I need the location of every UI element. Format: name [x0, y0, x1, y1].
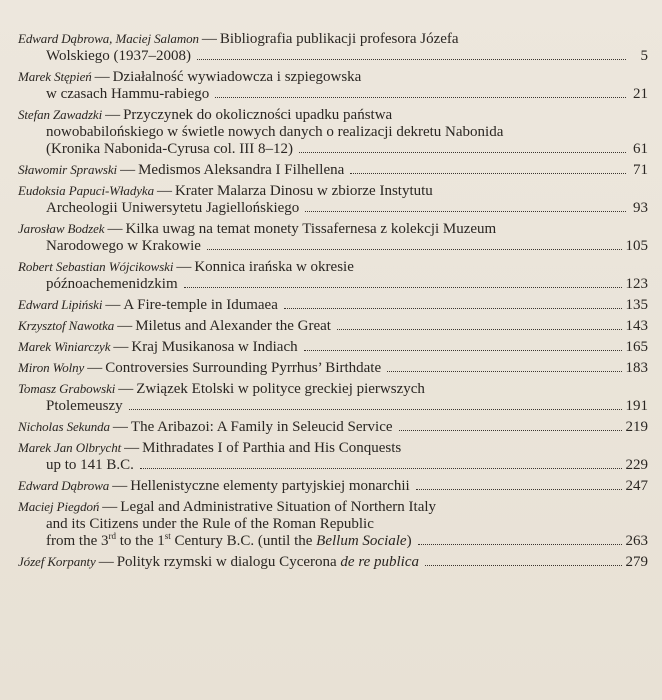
- toc-line: [18, 141, 648, 158]
- toc-dash: —: [105, 107, 121, 123]
- dot-leader: [387, 370, 621, 372]
- toc-line: [18, 30, 648, 48]
- toc-entry[interactable]: [18, 418, 648, 436]
- toc-title-line: Kilka uwag na temat monety Tissafernesa z kolekcji Muzeum: [125, 221, 497, 237]
- toc-author: Marek Stępień: [18, 69, 92, 84]
- toc-author: Eudoksia Papuci-Władyka: [18, 183, 154, 198]
- toc-entry[interactable]: [18, 477, 648, 495]
- toc-title-line: Wolskiego (1937–2008): [46, 48, 192, 64]
- toc-page-number: 105: [625, 238, 648, 254]
- toc-dash: —: [120, 162, 136, 178]
- dot-leader: [284, 307, 622, 309]
- dot-leader: [129, 408, 622, 410]
- toc-title-line: A Fire-temple in Idumaea: [123, 297, 278, 313]
- toc-dash: —: [102, 499, 118, 515]
- toc-title-line: [46, 533, 412, 550]
- toc-page-number: 21: [633, 86, 648, 102]
- toc-dash: —: [124, 440, 140, 456]
- toc-dash: —: [176, 259, 192, 275]
- toc-line: [18, 533, 648, 550]
- toc-line: [18, 398, 648, 415]
- table-of-contents: [18, 30, 648, 571]
- toc-author: Maciej Piegdoń: [18, 499, 100, 514]
- toc-dash: —: [105, 297, 121, 313]
- toc-author: Tomasz Grabowski: [18, 381, 116, 396]
- toc-title-line: Ptolemeuszy: [46, 398, 123, 414]
- toc-title-fragment: st: [164, 531, 171, 541]
- toc-line: [18, 86, 648, 103]
- toc-title-line: późnoachemenidzkim: [46, 276, 178, 292]
- dot-leader: [184, 286, 622, 288]
- dot-leader: [207, 248, 622, 250]
- toc-dash: —: [112, 478, 128, 494]
- toc-title-italic: de re publica: [340, 554, 419, 570]
- toc-title-line: Hellenistyczne elementy partyjskiej monarchii: [130, 478, 410, 494]
- toc-page-number: 61: [633, 141, 648, 157]
- toc-entry[interactable]: [18, 258, 648, 293]
- toc-author: Marek Jan Olbrycht: [18, 440, 122, 455]
- toc-title-line: Działalność wywiadowcza i szpiegowska: [112, 69, 362, 85]
- toc-dash: —: [113, 339, 129, 355]
- toc-line: [18, 359, 648, 377]
- toc-line: [18, 418, 648, 436]
- dot-leader: [197, 58, 626, 60]
- toc-author: Jarosław Bodzek: [18, 221, 105, 236]
- toc-page-number: 183: [625, 360, 648, 376]
- toc-page-number: 93: [633, 200, 648, 216]
- toc-line: [18, 200, 648, 217]
- toc-dash: —: [98, 554, 114, 570]
- toc-page-number: 247: [625, 478, 648, 494]
- toc-line: [18, 182, 648, 200]
- toc-entry[interactable]: [18, 220, 648, 255]
- dot-leader: [399, 429, 622, 431]
- toc-line: [18, 338, 648, 356]
- toc-line: [18, 106, 648, 124]
- toc-page-number: 279: [625, 554, 648, 570]
- toc-title-line: Mithradates I of Parthia and His Conquests: [142, 440, 402, 456]
- dot-leader: [418, 543, 622, 545]
- toc-dash: —: [156, 183, 172, 199]
- toc-entry[interactable]: [18, 106, 648, 158]
- toc-page-number: 219: [625, 419, 648, 435]
- toc-title-line: Narodowego w Krakowie: [46, 238, 201, 254]
- toc-dash: —: [87, 360, 103, 376]
- toc-line: [18, 498, 648, 516]
- toc-line: [18, 439, 648, 457]
- dot-leader: [350, 172, 626, 174]
- toc-title-line: up to 141 B.C.: [46, 457, 134, 473]
- toc-entry[interactable]: [18, 359, 648, 377]
- toc-line: [18, 317, 648, 335]
- toc-author: Sławomir Sprawski: [18, 162, 118, 177]
- toc-page-number: 5: [640, 48, 648, 64]
- toc-title-line: w czasach Hammu-rabiego: [46, 86, 210, 102]
- toc-title-fragment: rd: [108, 531, 116, 541]
- toc-author: Stefan Zawadzki: [18, 107, 103, 122]
- toc-title-line: and its Citizens under the Rule of the Roman Republic: [46, 516, 374, 532]
- toc-title-line: nowobabilońskiego w świetle nowych danych o realizacji dekretu Nabonida: [46, 124, 504, 140]
- toc-entry[interactable]: [18, 498, 648, 550]
- dot-leader: [140, 467, 622, 469]
- toc-line: [18, 258, 648, 276]
- dot-leader: [299, 151, 626, 153]
- toc-line: [18, 477, 648, 495]
- toc-entry[interactable]: [18, 68, 648, 103]
- toc-title-line: Konnica irańska w okresie: [194, 259, 354, 275]
- toc-entry[interactable]: [18, 30, 648, 65]
- toc-page-number: 229: [625, 457, 648, 473]
- dot-leader: [215, 96, 626, 98]
- toc-author: Marek Winiarczyk: [18, 339, 111, 354]
- toc-line: [18, 238, 648, 255]
- toc-title-fragment: Bellum Sociale: [316, 533, 407, 549]
- toc-dash: —: [94, 69, 110, 85]
- toc-line: [18, 161, 648, 179]
- dot-leader: [425, 564, 622, 566]
- toc-title-line: Miletus and Alexander the Great: [135, 318, 331, 334]
- toc-entry[interactable]: [18, 439, 648, 474]
- toc-author: Miron Wolny: [18, 360, 85, 375]
- toc-page-number: 191: [625, 398, 648, 414]
- toc-entry[interactable]: [18, 553, 648, 571]
- toc-dash: —: [201, 31, 217, 47]
- toc-entry[interactable]: [18, 161, 648, 179]
- toc-title-line: Medismos Aleksandra I Filhellena: [138, 162, 345, 178]
- toc-line: [18, 48, 648, 65]
- toc-line: [18, 553, 648, 571]
- toc-title-line: Krater Malarza Dinosu w zbiorze Instytutu: [174, 183, 433, 199]
- toc-title-fragment: to the 1: [115, 533, 165, 549]
- toc-entry[interactable]: [18, 317, 648, 335]
- toc-entry[interactable]: [18, 296, 648, 314]
- toc-page-number: 165: [625, 339, 648, 355]
- toc-dash: —: [107, 221, 123, 237]
- toc-title-fragment: ): [406, 533, 412, 549]
- toc-title-line: Związek Etolski w polityce greckiej pierwszych: [136, 381, 425, 397]
- toc-title-line: Przyczynek do okoliczności upadku państwa: [123, 107, 393, 123]
- toc-title-line: Archeologii Uniwersytetu Jagiellońskiego: [46, 200, 300, 216]
- dot-leader: [337, 328, 622, 330]
- toc-entry[interactable]: [18, 338, 648, 356]
- toc-page-number: 123: [625, 276, 648, 292]
- toc-line: [18, 457, 648, 474]
- dot-leader: [304, 349, 622, 351]
- toc-line: [18, 220, 648, 238]
- toc-title-line: Kraj Musikanosa w Indiach: [131, 339, 298, 355]
- toc-line: [18, 380, 648, 398]
- toc-page-number: 263: [625, 533, 648, 549]
- toc-page-number: 71: [633, 162, 648, 178]
- toc-author: Józef Korpanty: [18, 554, 96, 569]
- dot-leader: [305, 210, 626, 212]
- toc-line: [18, 68, 648, 86]
- toc-title-line: Bibliografia publikacji profesora Józefa: [219, 31, 459, 47]
- toc-author: Nicholas Sekunda: [18, 419, 110, 434]
- toc-title-line: Controversies Surrounding Pyrrhus’ Birthdate: [105, 360, 382, 376]
- dot-leader: [416, 488, 622, 490]
- toc-title-line: Legal and Administrative Situation of Northern Italy: [120, 499, 437, 515]
- toc-title-line: The Aribazoi: A Family in Seleucid Service: [130, 419, 393, 435]
- toc-title-fragment: Century B.C. (until the: [170, 533, 317, 549]
- toc-title-fragment: from the 3: [46, 533, 109, 549]
- toc-entry[interactable]: [18, 380, 648, 415]
- toc-author: Edward Dąbrowa: [18, 478, 110, 493]
- toc-line: [18, 124, 648, 141]
- toc-page-number: 135: [625, 297, 648, 313]
- toc-dash: —: [112, 419, 128, 435]
- toc-title-line: Polityk rzymski w dialogu Cycerona: [116, 554, 337, 570]
- toc-author: Krzysztof Nawotka: [18, 318, 115, 333]
- toc-author: Robert Sebastian Wójcikowski: [18, 259, 174, 274]
- toc-dash: —: [118, 381, 134, 397]
- toc-dash: —: [117, 318, 133, 334]
- toc-title-line: (Kronika Nabonida-Cyrusa col. III 8–12): [46, 141, 294, 157]
- toc-author: Edward Dąbrowa, Maciej Salamon: [18, 31, 199, 46]
- toc-page-number: 143: [625, 318, 648, 334]
- toc-line: [18, 296, 648, 314]
- toc-author: Edward Lipiński: [18, 297, 103, 312]
- toc-entry[interactable]: [18, 182, 648, 217]
- toc-line: [18, 276, 648, 293]
